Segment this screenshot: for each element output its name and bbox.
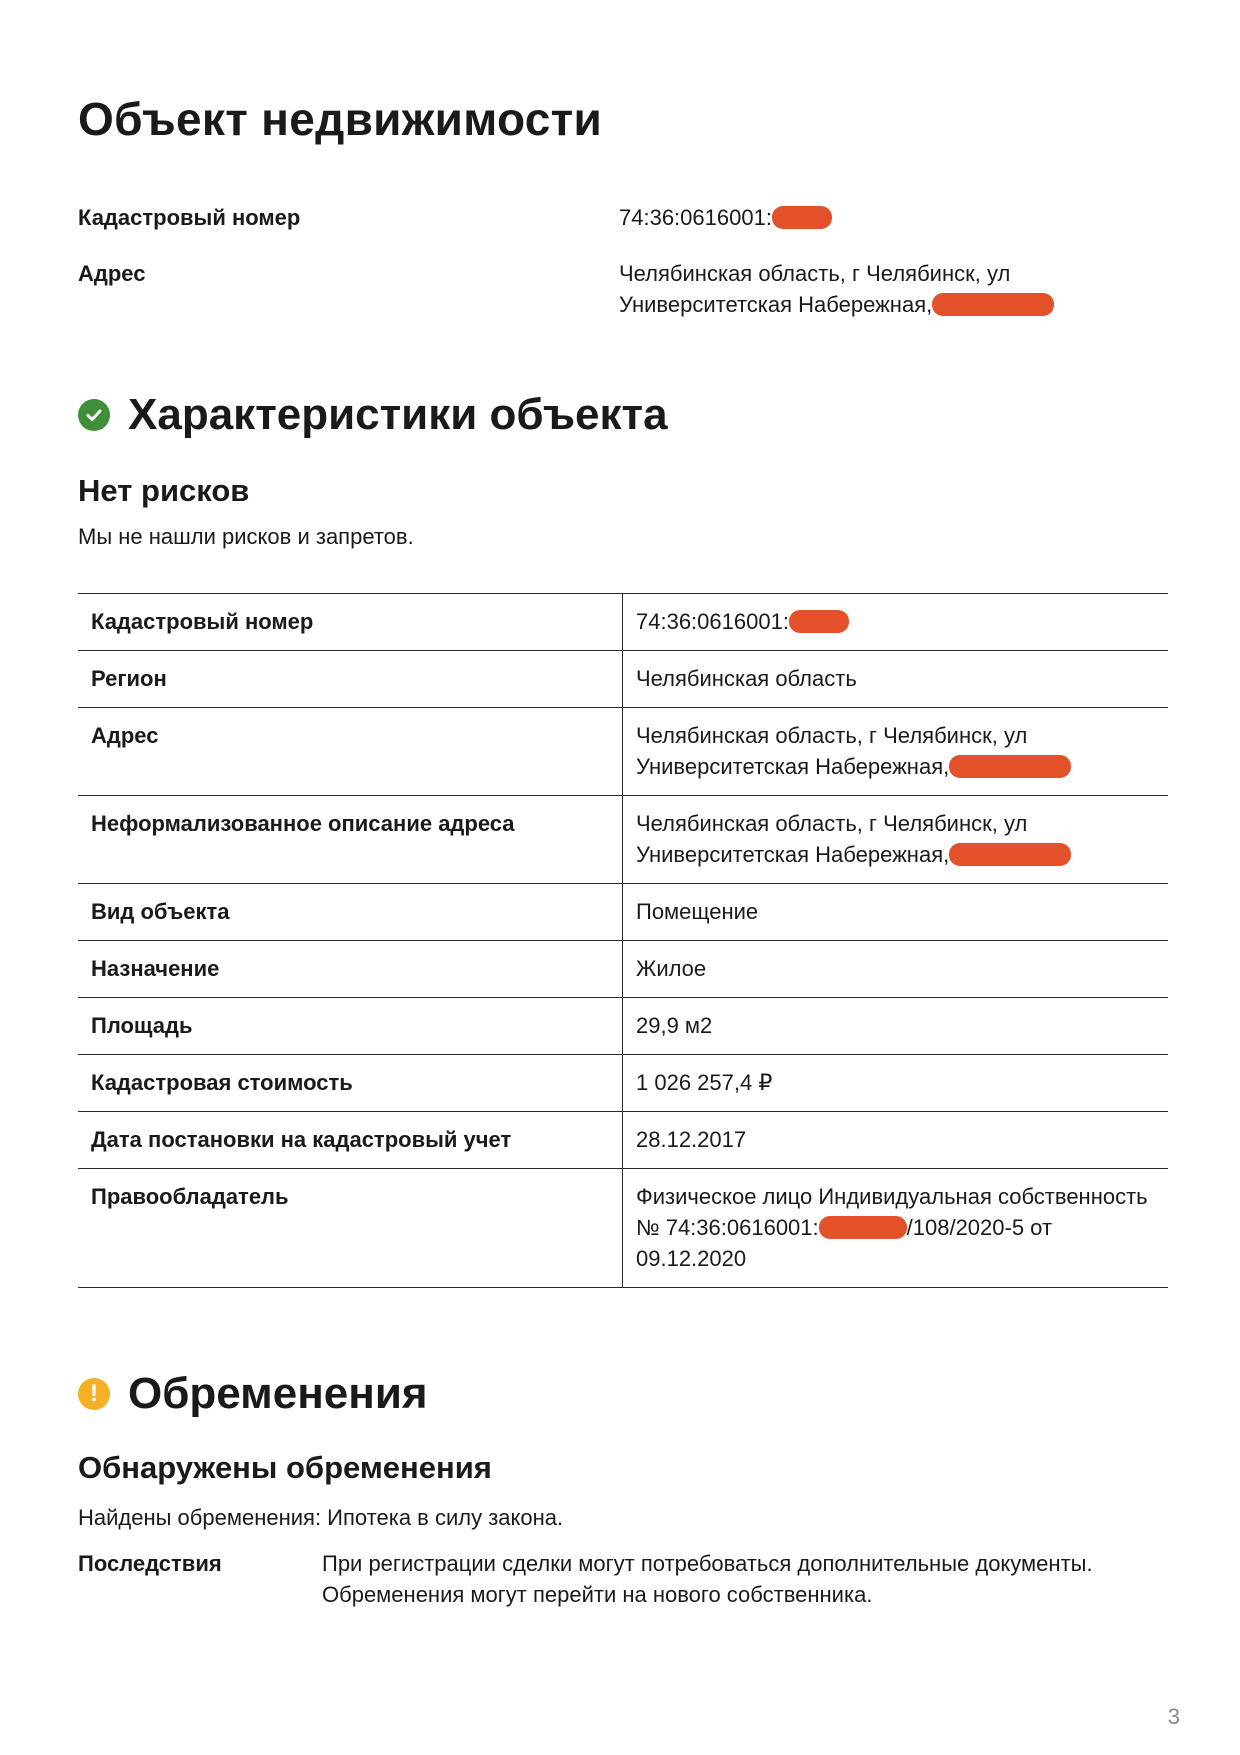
- table-row: [78, 998, 1168, 1055]
- address-line1: Челябинская область, г Челябинск, ул: [636, 723, 1028, 748]
- consequences-line2: Обременения могут перейти на нового собственника.: [322, 1582, 873, 1607]
- redaction-mark: [789, 610, 849, 633]
- redaction-mark: [932, 293, 1054, 316]
- characteristics-title-text: Характеристики объекта: [128, 390, 668, 439]
- table-row: [78, 651, 1168, 708]
- row-value: Челябинская область: [623, 651, 1169, 708]
- row-value: [623, 1169, 1169, 1288]
- page-title: Объект недвижимости: [78, 93, 603, 145]
- no-risks-subtitle: Нет рисков: [78, 473, 250, 508]
- summary-cadastral-number: 74:36:0616001:: [619, 205, 772, 230]
- table-row: [78, 884, 1168, 941]
- table-row: [78, 1169, 1168, 1288]
- row-label: Неформализованное описание адреса: [78, 796, 623, 884]
- table-row: [78, 941, 1168, 998]
- row-value: 1 026 257,4 ₽: [623, 1055, 1169, 1112]
- consequences-text: [322, 1548, 1152, 1610]
- row-label: Кадастровая стоимость: [78, 1055, 623, 1112]
- redaction-mark: [772, 206, 832, 229]
- row-label: Кадастровый номер: [78, 594, 623, 651]
- owner-line1: Физическое лицо Индивидуальная собственность: [636, 1184, 1148, 1209]
- table-row: [78, 796, 1168, 884]
- cadastral-number: 74:36:0616001:: [636, 609, 789, 634]
- row-value: [623, 796, 1169, 884]
- characteristics-title: [78, 390, 668, 440]
- row-value: [623, 708, 1169, 796]
- table-row: [78, 708, 1168, 796]
- row-label: Вид объекта: [78, 884, 623, 941]
- owner-line3: 09.12.2020: [636, 1246, 747, 1271]
- owner-line2-suffix: /108/2020-5 от: [906, 1215, 1053, 1240]
- row-label: Дата постановки на кадастровый учет: [78, 1112, 623, 1169]
- page-number: 3: [1167, 1704, 1180, 1729]
- table-row: [78, 1112, 1168, 1169]
- table-row: [78, 1055, 1168, 1112]
- row-value: Помещение: [623, 884, 1169, 941]
- row-label: Назначение: [78, 941, 623, 998]
- address-line2: Университетская Набережная,: [636, 754, 950, 779]
- consequences-label: Последствия: [78, 1551, 222, 1576]
- encumbrances-found: Найдены обременения: Ипотека в силу закона.: [78, 1505, 564, 1530]
- address-line2: Университетская Набережная,: [636, 842, 950, 867]
- characteristics-table: [78, 593, 1168, 1288]
- redaction-mark: [949, 755, 1071, 778]
- encumbrances-title: [78, 1369, 428, 1419]
- summary-cadastral-value: [619, 202, 1169, 233]
- row-value: Жилое: [623, 941, 1169, 998]
- summary-address-label: Адрес: [78, 261, 146, 286]
- warning-icon: !: [78, 1378, 110, 1410]
- redaction-mark: [949, 843, 1071, 866]
- row-label: Правообладатель: [78, 1169, 623, 1288]
- row-value: [623, 594, 1169, 651]
- row-label: Площадь: [78, 998, 623, 1055]
- consequences-line1: При регистрации сделки могут потребоваться дополнительные документы.: [322, 1551, 1093, 1576]
- check-circle-icon: [78, 399, 110, 431]
- encumbrances-title-text: Обременения: [128, 1369, 428, 1418]
- row-label: Регион: [78, 651, 623, 708]
- owner-line2-prefix: № 74:36:0616001:: [636, 1215, 819, 1240]
- table-row: [78, 594, 1168, 651]
- row-label: Адрес: [78, 708, 623, 796]
- summary-cadastral-label: Кадастровый номер: [78, 205, 301, 230]
- address-line1: Челябинская область, г Челябинск, ул: [636, 811, 1028, 836]
- redaction-mark: [819, 1216, 907, 1239]
- encumbrances-subtitle: Обнаружены обременения: [78, 1450, 492, 1485]
- summary-address-value: [619, 258, 1169, 320]
- no-risks-note: Мы не нашли рисков и запретов.: [78, 524, 414, 549]
- summary-address-line2: Университетская Набережная,: [619, 292, 933, 317]
- summary-address-line1: Челябинская область, г Челябинск, ул: [619, 261, 1011, 286]
- row-value: 29,9 м2: [623, 998, 1169, 1055]
- row-value: 28.12.2017: [623, 1112, 1169, 1169]
